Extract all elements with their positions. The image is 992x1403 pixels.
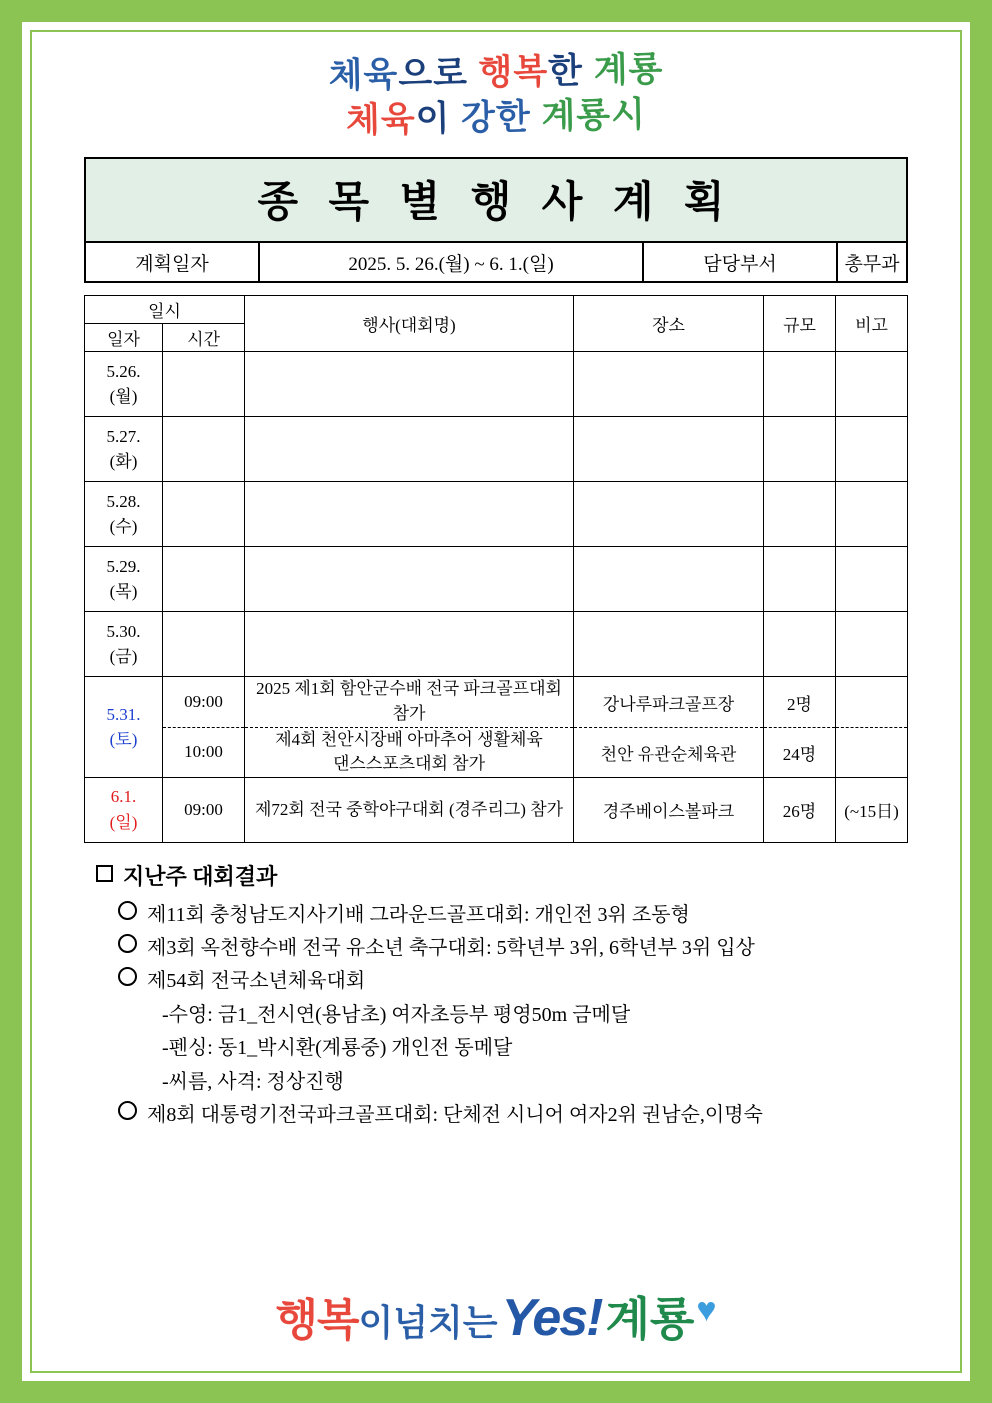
- row-date-0: [85, 352, 163, 417]
- row-date-saturday: [85, 677, 163, 778]
- table-row: [85, 417, 908, 482]
- row-note-2: [836, 482, 908, 547]
- row-place-sun: 경주베이스볼파크: [574, 777, 764, 842]
- row-place-2: [574, 482, 764, 547]
- header-datetime: 일시: [85, 296, 245, 324]
- row-time-4: [163, 612, 245, 677]
- header-time: 시간: [163, 324, 245, 352]
- row-time-sun: 09:00: [163, 777, 245, 842]
- row-note-4: [836, 612, 908, 677]
- row-scale-sat-1: 24명: [764, 727, 836, 777]
- footer-logo-part2: 이넘치는: [358, 1302, 498, 1343]
- plan-date-value: 2025. 5. 26.(월) ~ 6. 1.(일): [259, 242, 643, 282]
- row-scale-4: [764, 612, 836, 677]
- slogan-banner: [84, 49, 908, 140]
- footer-logo-part1: 행복: [275, 1296, 359, 1345]
- header-scale: 규모: [764, 296, 836, 352]
- slogan-line2-part4: 계룡시: [541, 94, 647, 136]
- schedule-table-body: [85, 352, 908, 843]
- row-date-3-line2: (목): [109, 582, 138, 602]
- row-date-4: [85, 612, 163, 677]
- row-place-0: [574, 352, 764, 417]
- row-date-3-line1: 5.29.: [106, 556, 141, 576]
- row-place-3: [574, 547, 764, 612]
- row-event-4: [245, 612, 574, 677]
- list-item: [118, 965, 908, 997]
- list-item: [118, 1099, 908, 1131]
- row-note-0: [836, 352, 908, 417]
- row-time-2: [163, 482, 245, 547]
- square-bullet-icon: [96, 865, 113, 882]
- slogan-line1-part3: 행복: [478, 51, 549, 93]
- row-scale-sun: 26명: [764, 777, 836, 842]
- meta-row: [85, 242, 907, 282]
- row-date-4-line1: 5.30.: [106, 621, 141, 641]
- slogan-line1-part2: 으로: [397, 53, 479, 95]
- heart-icon: ♥: [696, 1291, 717, 1329]
- slogan-line1-part5: 계룡: [593, 49, 664, 90]
- circle-bullet-icon: [118, 1101, 137, 1120]
- row-date-2: [85, 482, 163, 547]
- row-event-sat-0: [245, 677, 574, 727]
- result-subline-0: -수영: 금1_전시연(용남초) 여자초등부 평영50m 금메달: [162, 1003, 631, 1026]
- row-date-1: [85, 417, 163, 482]
- row-note-sat-1: [836, 727, 908, 777]
- row-date-sunday: [85, 777, 163, 842]
- results-section: [84, 859, 908, 1131]
- table-row: [85, 482, 908, 547]
- result-item-0: 제11회 충청남도지사기배 그라운드골프대회: 개인전 3위 조동형: [147, 903, 690, 926]
- row-note-1: [836, 417, 908, 482]
- row-date-saturday-line2: (토): [109, 730, 138, 750]
- row-time-0: [163, 352, 245, 417]
- row-time-sat-1: 10:00: [163, 727, 245, 777]
- row-date-4-line2: (금): [109, 647, 138, 667]
- table-row: [85, 727, 908, 777]
- row-date-2-line1: 5.28.: [106, 491, 141, 511]
- slogan-line2-part2: 이: [415, 98, 462, 139]
- results-heading-text: 지난주 대회결과: [123, 863, 278, 889]
- slogan-line2-part3: 강한: [460, 96, 542, 138]
- list-item: [118, 899, 908, 931]
- row-scale-2: [764, 482, 836, 547]
- row-event-sat-0-line1: 2025 제1회 함안군수배 전국 파크골프대회: [256, 679, 562, 699]
- result-item-2: 제54회 전국소년체육대회: [147, 970, 366, 993]
- page-title: 종 목 별 행 사 계 획: [257, 180, 735, 227]
- row-date-0-line1: 5.26.: [106, 361, 141, 381]
- row-event-3: [245, 547, 574, 612]
- row-note-sat-0: [836, 677, 908, 727]
- row-date-1-line2: (화): [109, 452, 138, 472]
- header-place: 장소: [574, 296, 764, 352]
- dept-value: 총무과: [837, 242, 907, 282]
- row-place-sat-1: 천안 유관순체육관: [574, 727, 764, 777]
- row-event-2: [245, 482, 574, 547]
- schedule-table: [84, 295, 908, 843]
- circle-bullet-icon: [118, 967, 137, 986]
- row-event-sat-1-line2: 댄스스포츠대회 참가: [332, 754, 486, 774]
- row-date-0-line2: (월): [109, 387, 138, 407]
- document-content: [32, 32, 960, 1371]
- row-event-sat-0-line2: 참가: [392, 704, 426, 724]
- row-event-sun: 제72회 전국 중학야구대회 (경주리그) 참가: [245, 777, 574, 842]
- row-date-3: [85, 547, 163, 612]
- footer-logo-part3: Yes!: [501, 1289, 602, 1347]
- row-scale-0: [764, 352, 836, 417]
- header-date: 일자: [85, 324, 163, 352]
- row-date-sunday-line2: (일): [109, 812, 138, 832]
- dept-label: 담당부서: [643, 242, 837, 282]
- row-time-sat-0: 09:00: [163, 677, 245, 727]
- results-list: [84, 899, 908, 1132]
- meta-table: [84, 241, 908, 283]
- row-scale-sat-0: 2명: [764, 677, 836, 727]
- table-row: [85, 547, 908, 612]
- table-row: [85, 352, 908, 417]
- row-event-sat-1-line1: 제4회 천안시장배 아마추어 생활체육: [275, 729, 543, 749]
- result-subline-2: -씨름, 사격: 정상진행: [162, 1070, 344, 1093]
- circle-bullet-icon: [118, 901, 137, 920]
- result-item-last: 제8회 대통령기전국파크골프대회: 단체전 시니어 여자2위 권남순,이명숙: [147, 1103, 763, 1126]
- footer-logo: [32, 1283, 960, 1349]
- result-subline-1: -펜싱: 동1_박시환(계룡중) 개인전 동메달: [162, 1037, 513, 1060]
- table-row: [85, 677, 908, 727]
- slogan-line1-part1: 체육: [328, 55, 399, 96]
- table-row: [85, 612, 908, 677]
- row-note-sun: (~15日): [836, 777, 908, 842]
- header-event: 행사(대회명): [245, 296, 574, 352]
- slogan-line2-part1: 체육: [345, 99, 417, 140]
- plan-date-label: 계획일자: [85, 242, 259, 282]
- row-scale-1: [764, 417, 836, 482]
- results-heading: [96, 859, 908, 895]
- schedule-table-head: [85, 296, 908, 352]
- row-place-1: [574, 417, 764, 482]
- circle-bullet-icon: [118, 934, 137, 953]
- row-place-4: [574, 612, 764, 677]
- row-time-1: [163, 417, 245, 482]
- row-date-1-line1: 5.27.: [106, 426, 141, 446]
- row-date-2-line2: (수): [109, 517, 138, 537]
- document-title-box: [84, 157, 908, 243]
- row-scale-3: [764, 547, 836, 612]
- row-date-saturday-line1: 5.31.: [106, 704, 141, 724]
- slogan-line1-part4: 한: [547, 50, 595, 91]
- table-row: [85, 777, 908, 842]
- list-item: [118, 932, 908, 964]
- row-note-3: [836, 547, 908, 612]
- row-event-0: [245, 352, 574, 417]
- row-date-sunday-line1: 6.1.: [110, 787, 137, 807]
- row-place-sat-0: 강나루파크골프장: [574, 677, 764, 727]
- footer-logo-part4: 계룡: [605, 1293, 695, 1345]
- row-event-1: [245, 417, 574, 482]
- row-time-3: [163, 547, 245, 612]
- document-inner-border: [30, 30, 962, 1373]
- row-event-sat-1: [245, 727, 574, 777]
- result-item-1: 제3회 옥천향수배 전국 유소년 축구대회: 5학년부 3위, 6학년부 3위 입상: [147, 936, 755, 959]
- header-note: 비고: [836, 296, 908, 352]
- schedule-header-row-1: [85, 296, 908, 324]
